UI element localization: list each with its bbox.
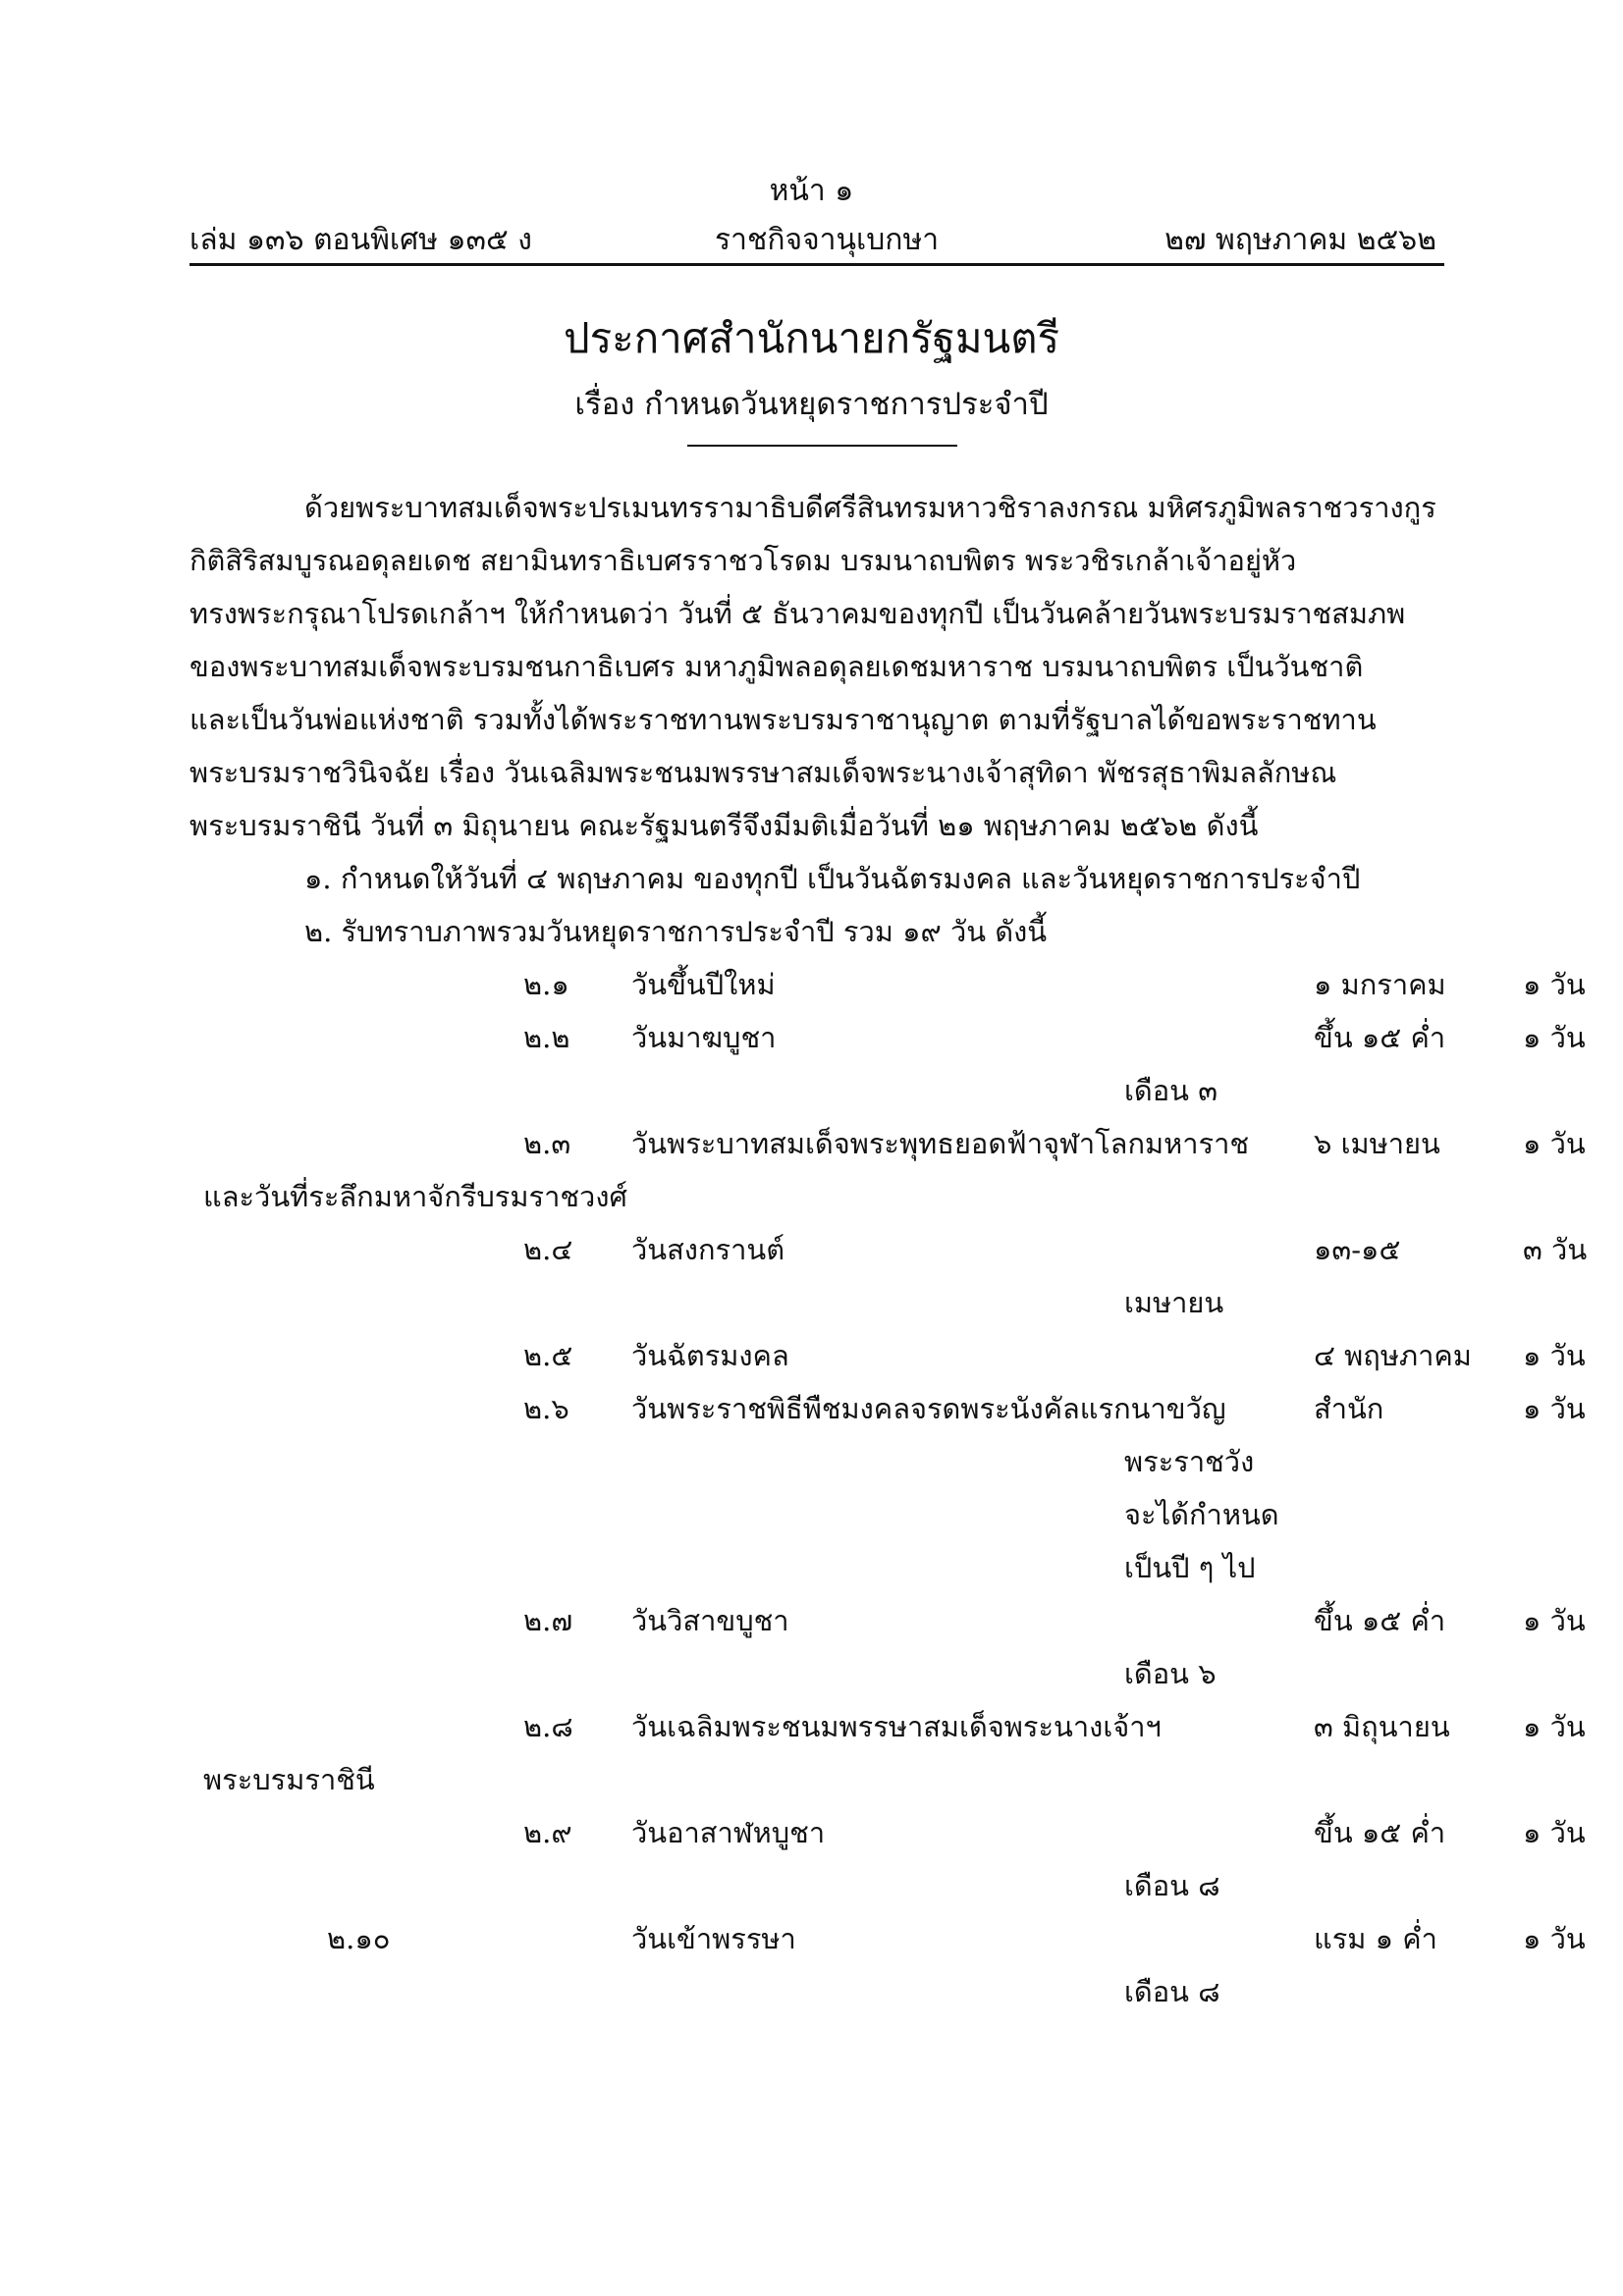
preamble-line: ด้วยพระบาทสมเด็จพระปรเมนทรรามาธิบดีศรีสินทรมหาวชิราลงกรณ มหิศรภูมิพลราชวรางกูร <box>304 491 1436 524</box>
holiday-date-cont: เดือน ๘ <box>1124 1975 1220 2008</box>
holiday-name-cont: และวันที่ระลึกมหาจักรีบรมราชวงศ์ <box>203 1180 627 1213</box>
holiday-days: ๑ วัน <box>1523 1816 1586 1849</box>
document-title: ประกาศสำนักนายกรัฐมนตรี <box>563 314 1060 362</box>
title-divider <box>687 445 957 447</box>
holiday-date: ๓ มิถุนายน <box>1314 1710 1450 1743</box>
holiday-row <box>189 1912 1586 1965</box>
holiday-row <box>189 1806 1586 1859</box>
holiday-name: วันสงกรานต์ <box>631 1233 785 1266</box>
document-subject: เรื่อง กำหนดวันหยุดราชการประจำปี <box>574 387 1049 422</box>
preamble-line: พระบรมราชินี วันที่ ๓ มิถุนายน คณะรัฐมนตรีจึงมีมติเมื่อวันที่ ๒๑ พฤษภาคม ๒๕๖๒ ดังนี้ <box>189 809 1259 842</box>
holiday-days: ๑ วัน <box>1523 1021 1586 1054</box>
holiday-days: ๑ วัน <box>1523 1604 1586 1637</box>
holiday-number: ๒.๕ <box>523 1339 573 1372</box>
volume-issue: เล่ม ๑๓๖ ตอนพิเศษ ๑๓๕ ง <box>189 223 532 257</box>
holiday-days: ๓ วัน <box>1523 1233 1588 1266</box>
holiday-name: วันเข้าพรรษา <box>631 1922 796 1955</box>
holiday-days: ๑ วัน <box>1523 1127 1586 1160</box>
holiday-row <box>189 1382 1586 1435</box>
holiday-days: ๑ วัน <box>1523 968 1586 1001</box>
holiday-date: ขึ้น ๑๕ ค่ำ <box>1314 1021 1446 1054</box>
holiday-days: ๑ วัน <box>1523 1339 1586 1372</box>
holiday-name: วันมาฆบูชา <box>631 1021 777 1054</box>
holiday-number: ๒.๒ <box>523 1021 570 1054</box>
holiday-row <box>189 1594 1586 1647</box>
holiday-number: ๒.๓ <box>523 1127 571 1160</box>
holiday-name: วันขึ้นปีใหม่ <box>631 968 776 1001</box>
preamble-line: ของพระบาทสมเด็จพระบรมชนกาธิเบศร มหาภูมิพลอดุลยเดชมหาราช บรมนาถบพิตร เป็นวันชาติ <box>189 650 1364 683</box>
holiday-date: ๑ มกราคม <box>1314 968 1446 1001</box>
preamble-line: ทรงพระกรุณาโปรดเกล้าฯ ให้กำหนดว่า วันที่ ๕ ธันวาคมของทุกปี เป็นวันคล้ายวันพระบรมราชสมภพ <box>189 597 1406 630</box>
holiday-date-cont: พระราชวัง <box>1124 1445 1255 1478</box>
holiday-date: แรม ๑ ค่ำ <box>1314 1922 1437 1955</box>
holiday-date: ขึ้น ๑๕ ค่ำ <box>1314 1816 1446 1849</box>
holiday-days: ๑ วัน <box>1523 1710 1586 1743</box>
holiday-row <box>189 1011 1586 1064</box>
holiday-days: ๑ วัน <box>1523 1922 1586 1955</box>
holiday-date-cont: จะได้กำหนด <box>1124 1498 1279 1531</box>
preamble-line: พระบรมราชวินิจฉัย เรื่อง วันเฉลิมพระชนมพรรษาสมเด็จพระนางเจ้าสุทิดา พัชรสุธาพิมลลักษณ <box>189 756 1337 789</box>
holiday-date-cont: เป็นปี ๆ ไป <box>1124 1551 1256 1584</box>
holiday-date: ขึ้น ๑๕ ค่ำ <box>1314 1604 1446 1637</box>
holiday-name: วันฉัตรมงคล <box>631 1339 789 1372</box>
holiday-name: วันเฉลิมพระชนมพรรษาสมเด็จพระนางเจ้าฯ <box>631 1710 1162 1743</box>
holiday-days: ๑ วัน <box>1523 1392 1586 1425</box>
header-divider <box>189 263 1444 266</box>
holiday-row <box>189 1700 1586 1753</box>
holiday-date-cont: เมษายน <box>1124 1286 1224 1319</box>
holiday-date-cont: เดือน ๖ <box>1124 1657 1217 1690</box>
holiday-name-cont: พระบรมราชินี <box>203 1763 375 1796</box>
holiday-number: ๒.๑๐ <box>327 1922 391 1955</box>
holiday-row <box>189 1329 1586 1382</box>
holiday-number: ๒.๗ <box>523 1604 573 1637</box>
holiday-date: ๖ เมษายน <box>1314 1127 1440 1160</box>
holiday-date: ๔ พฤษภาคม <box>1314 1339 1472 1372</box>
preamble-line: และเป็นวันพ่อแห่งชาติ รวมทั้งได้พระราชทานพระบรมราชานุญาต ตามที่รัฐบาลได้ขอพระราชทาน <box>189 703 1377 736</box>
holiday-number: ๒.๘ <box>523 1710 573 1743</box>
preamble-line: กิติสิริสมบูรณอดุลยเดช สยามินทราธิเบศรราชวโรดม บรมนาถบพิตร พระวชิรเกล้าเจ้าอยู่หัว <box>189 544 1297 577</box>
gazette-header <box>189 214 1436 263</box>
holiday-name: วันพระราชพิธีพืชมงคลจรดพระนังคัลแรกนาขวัญ <box>631 1392 1226 1425</box>
holiday-number: ๒.๔ <box>523 1233 573 1266</box>
gazette-name: ราชกิจจานุเบกษา <box>715 223 940 257</box>
holiday-number: ๒.๑ <box>523 968 569 1001</box>
holiday-row <box>189 958 1586 1011</box>
holiday-date: สำนัก <box>1314 1392 1384 1425</box>
clause-2: ๒. รับทราบภาพรวมวันหยุดราชการประจำปี รวม ๑๙ วัน ดังนี้ <box>304 915 1048 948</box>
holiday-date: ๑๓-๑๕ <box>1314 1233 1401 1266</box>
holiday-number: ๒.๙ <box>523 1816 572 1849</box>
page-number: หน้า ๑ <box>769 174 854 208</box>
holiday-row <box>189 1117 1586 1170</box>
holiday-name: วันอาสาฬหบูชา <box>631 1816 826 1849</box>
holiday-number: ๒.๖ <box>523 1392 569 1425</box>
holiday-row <box>189 1223 1588 1276</box>
clause-1: ๑. กำหนดให้วันที่ ๔ พฤษภาคม ของทุกปี เป็นวันฉัตรมงคล และวันหยุดราชการประจำปี <box>304 862 1361 895</box>
holiday-name: วันวิสาขบูชา <box>631 1604 789 1637</box>
holiday-date-cont: เดือน ๓ <box>1124 1074 1218 1107</box>
publish-date: ๒๗ พฤษภาคม ๒๕๖๒ <box>1164 223 1436 257</box>
holiday-date-cont: เดือน ๘ <box>1124 1869 1220 1902</box>
holiday-name: วันพระบาทสมเด็จพระพุทธยอดฟ้าจุฬาโลกมหาราช <box>631 1127 1250 1160</box>
